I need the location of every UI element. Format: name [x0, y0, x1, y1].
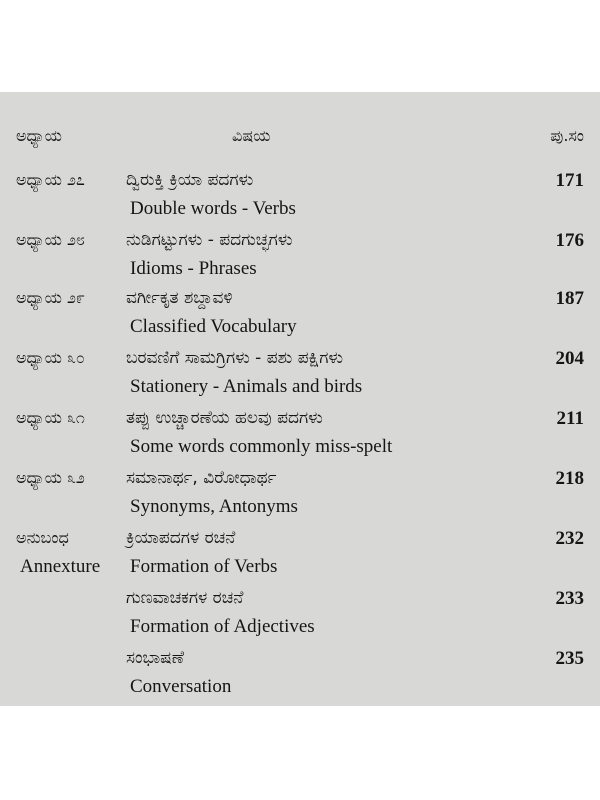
toc-row — [0, 408, 600, 468]
page-number: 233 — [555, 588, 584, 609]
contents-page — [0, 92, 600, 706]
toc-row — [0, 528, 600, 588]
kannada-title: ಸಂಭಾಷಣೆ — [126, 648, 185, 668]
page-number: 232 — [555, 528, 584, 549]
english-title: Some words commonly miss-spelt — [130, 436, 393, 457]
page-number: 218 — [555, 468, 584, 489]
page-number: 235 — [555, 648, 584, 669]
english-title: Formation of Verbs — [130, 556, 278, 577]
page-number: 176 — [555, 230, 584, 251]
kannada-title: ವರ್ಗೀಕೃತ ಶಬ್ದಾವಳಿ — [126, 288, 233, 308]
page-number: 187 — [555, 288, 584, 309]
english-title: Idioms - Phrases — [130, 258, 257, 279]
kannada-title: ನುಡಿಗಟ್ಟುಗಳು - ಪದಗುಚ್ಛಗಳು — [126, 230, 293, 250]
english-title: Stationery - Animals and birds — [130, 376, 363, 397]
appendix-label: ಅನುಬಂಧ — [16, 528, 69, 547]
toc-row — [0, 288, 600, 348]
toc-row — [0, 588, 600, 648]
kannada-title: ದ್ವಿರುಕ್ತಿ ಕ್ರಿಯಾ ಪದಗಳು — [126, 170, 254, 190]
chapter-label: ಅಧ್ಯಾಯ ೨೯ — [16, 288, 85, 307]
toc-row — [0, 170, 600, 230]
english-title: Synonyms, Antonyms — [130, 496, 298, 517]
english-title: Classified Vocabulary — [130, 316, 297, 337]
english-title: Double words - Verbs — [130, 198, 296, 219]
page-number: 211 — [556, 408, 584, 429]
annexure-label: Annexture — [20, 556, 101, 577]
chapter-label: ಅಧ್ಯಾಯ ೩೨ — [16, 468, 85, 487]
header-page: ಪು.ಸಂ — [550, 126, 584, 145]
english-title: Conversation — [130, 676, 232, 697]
header-subject: ವಿಷಯ — [232, 126, 271, 145]
toc-row — [0, 468, 600, 528]
kannada-title: ತಪ್ಪು ಉಚ್ಚಾರಣೆಯ ಹಲವು ಪದಗಳು — [126, 408, 323, 428]
chapter-label: ಅಧ್ಯಾಯ ೩೦ — [16, 348, 85, 367]
toc-row — [0, 230, 600, 290]
header-chapter: ಅಧ್ಯಾಯ — [16, 126, 62, 145]
chapter-label: ಅಧ್ಯಾಯ ೩೧ — [16, 408, 85, 427]
kannada-title: ಬರವಣಿಗೆ ಸಾಮಗ್ರಿಗಳು - ಪಶು ಪಕ್ಷಿಗಳು — [126, 348, 344, 368]
english-title: Formation of Adjectives — [130, 616, 315, 637]
toc-row — [0, 348, 600, 408]
page-number: 171 — [555, 170, 584, 191]
chapter-label: ಅಧ್ಯಾಯ ೨೭ — [16, 170, 85, 189]
kannada-title: ಸಮಾನಾರ್ಥ, ವಿರೋಧಾರ್ಥ — [126, 468, 277, 488]
page-number: 204 — [555, 348, 584, 369]
chapter-label: ಅಧ್ಯಾಯ ೨೮ — [16, 230, 85, 249]
kannada-title: ಗುಣವಾಚಕಗಳ ರಚನೆ — [126, 588, 244, 608]
kannada-title: ಕ್ರಿಯಾಪದಗಳ ರಚನೆ — [126, 528, 236, 548]
toc-row — [0, 648, 600, 708]
